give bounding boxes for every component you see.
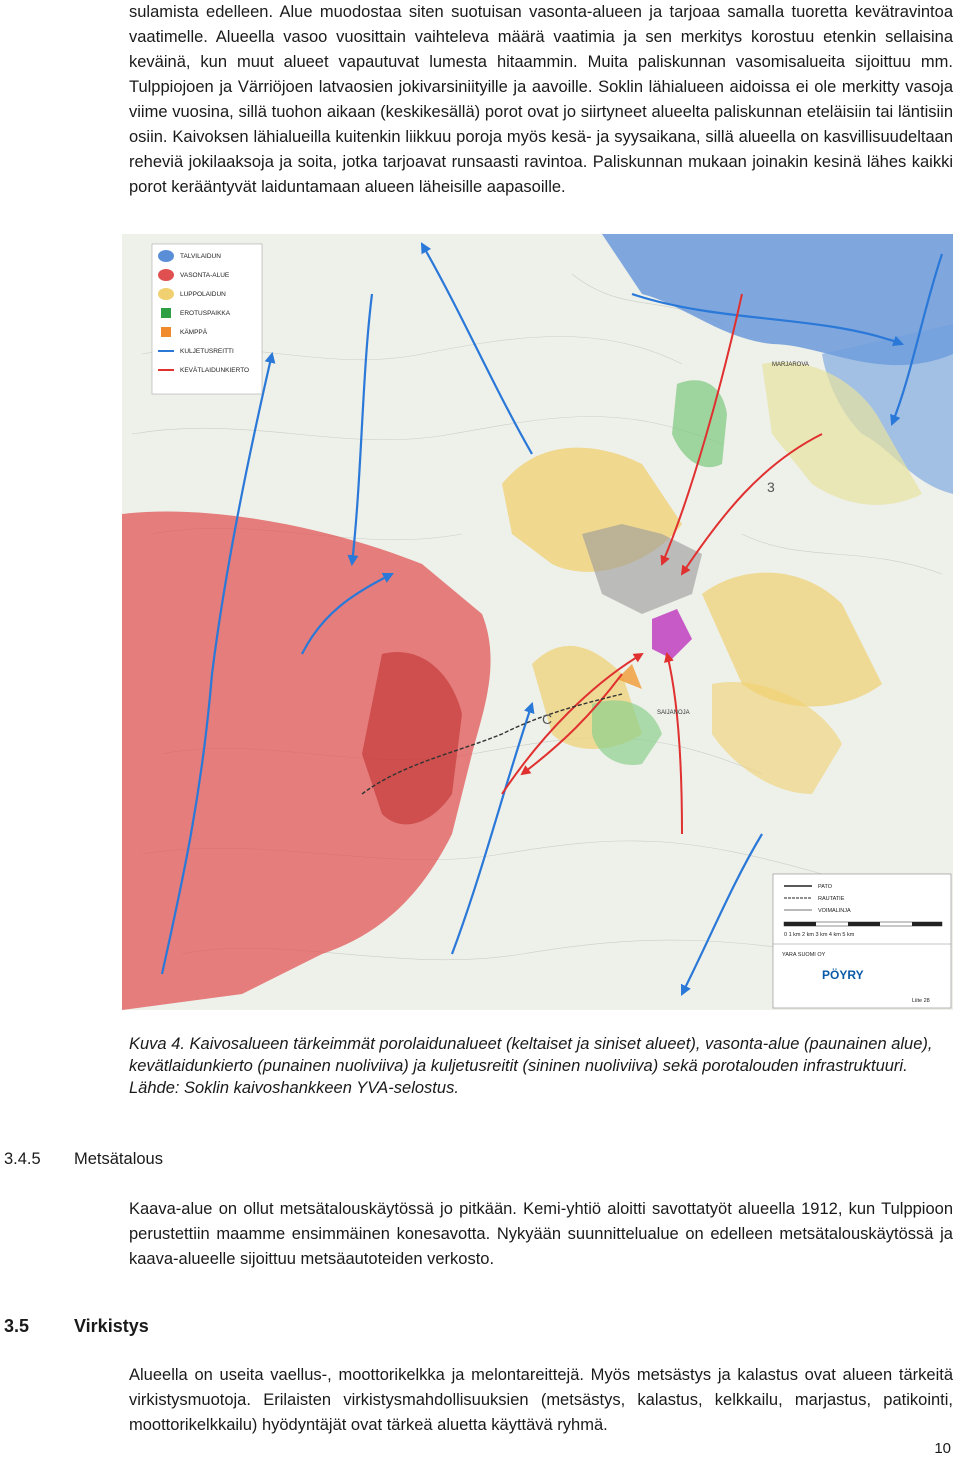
- recreation-paragraph: Alueella on useita vaellus-, moottorikelkka ja melontareittejä. Myös metsästys ja kalastus ovat alueen tärkeitä virkistysmuotoja. Erilaisten virkistysmahdollisuuksien (metsästys, kalastus, kelkkailu, marjastus, patikointi, moottorikelkkailu) hyödyntäjät ovat tärkeä aluetta käyttävä ryhmä.: [129, 1366, 953, 1434]
- label-area-3: 3: [767, 479, 775, 495]
- legend-swatch: [161, 327, 171, 337]
- label-saijanoja: SAIJANOJA: [657, 710, 690, 716]
- info-brand: PÖYRY: [822, 968, 864, 982]
- section-number: 3.5: [4, 1316, 30, 1336]
- info-rautatie: RAUTATIE: [818, 896, 845, 902]
- info-voimalinja: VOIMALINJA: [818, 908, 851, 914]
- legend-label: KÄMPPÄ: [180, 329, 208, 336]
- section-heading-35: [4, 1316, 149, 1337]
- section-title: Metsätalous: [74, 1150, 163, 1168]
- map-info-box: [773, 874, 951, 1008]
- legend-label: EROTUSPAIKKA: [180, 310, 231, 317]
- legend-swatch: [158, 269, 174, 281]
- legend-label: VASONTA-ALUE: [180, 272, 230, 279]
- legend-label: KEVÄTLAIDUNKIERTO: [180, 367, 250, 374]
- label-area-c: C: [542, 711, 553, 727]
- reindeer-pasture-map: [122, 234, 953, 1010]
- forestry-paragraph: Kaava-alue on ollut metsätalouskäytössä jo pitkään. Kemi-yhtiö aloitti savottatyöt alueella 1912, kun Tulppioon perustettiin maamme ensimmäinen konesavotta. Nykyään suunnittelualue on edelleen metsätalouskäytössä ja kaava-alueelle sijoittuu metsäautoteiden verkosto.: [129, 1200, 953, 1268]
- legend-label: LUPPOLAIDUN: [180, 291, 226, 298]
- map-legend: [152, 244, 262, 394]
- figure-caption: Kuva 4. Kaivosalueen tärkeimmät porolaidunalueet (keltaiset ja siniset alueet), vasonta-alue (paunainen alue), kevätlaidunkierto (punainen nuoliviiva) ja kuljetusreitit (sininen nuoliviiva) sekä porotalouden infrastruktuuri. Lähde: Soklin kaivoshankkeen YVA-selostus.: [129, 1035, 933, 1097]
- section-heading-345: [4, 1150, 163, 1169]
- legend-swatch: [158, 288, 174, 300]
- section-title: Virkistys: [74, 1316, 149, 1336]
- info-pato: PATO: [818, 884, 833, 890]
- intro-paragraph: sulamista edelleen. Alue muodostaa siten suotuisan vasonta-alueen ja tarjoaa samalla tuoretta kevätravintoa vaatimelle. Alueella vasoo vuosittain vaihteleva määrä vaatimia ja sen merkitys korostuu etenkin sellaisina keväinä, kun muut alueet vapautuvat lumesta hitaammin. Muita paliskunnan vasomisalueita sijoittuu mm. Tulppiojoen ja Värriöjoen latvaosien jokivarsiniityille ja aavoille. Soklin lähialueen aidoissa ei ole merkitty vasoja viime vuosina, sillä tuohon aikaan (keskikesällä) porot ovat jo siirtyneet alueelta paliskunnan eteläisiin tai läntisiin osiin. Kaivoksen lähialueilla kuitenkin liikkuu poroja myös kesä- ja syysaikana, sillä alueella on kasvillisuudeltaan reheviä jokilaaksoja ja soita, jotka tarjoavat runsaasti ravintoa. Paliskunnan mukaan joinakin kesinä lähes kaikki porot kerääntyvät laiduntamaan alueen läheisille aapasoille.: [129, 3, 953, 196]
- page-number: 10: [934, 1440, 951, 1457]
- legend-label: TALVILAIDUN: [180, 253, 221, 260]
- label-marjavaara: MARJAROVA: [772, 362, 809, 368]
- section-number: 3.4.5: [4, 1150, 41, 1168]
- legend-swatch: [161, 308, 171, 318]
- info-client: YARA SUOMI OY: [782, 952, 826, 958]
- info-sheet: Liite 28: [912, 998, 930, 1004]
- legend-swatch: [158, 250, 174, 262]
- legend-label: KULJETUSREITTI: [180, 348, 234, 355]
- info-scale: 0 1 km 2 km 3 km 4 km 5 km: [784, 932, 855, 938]
